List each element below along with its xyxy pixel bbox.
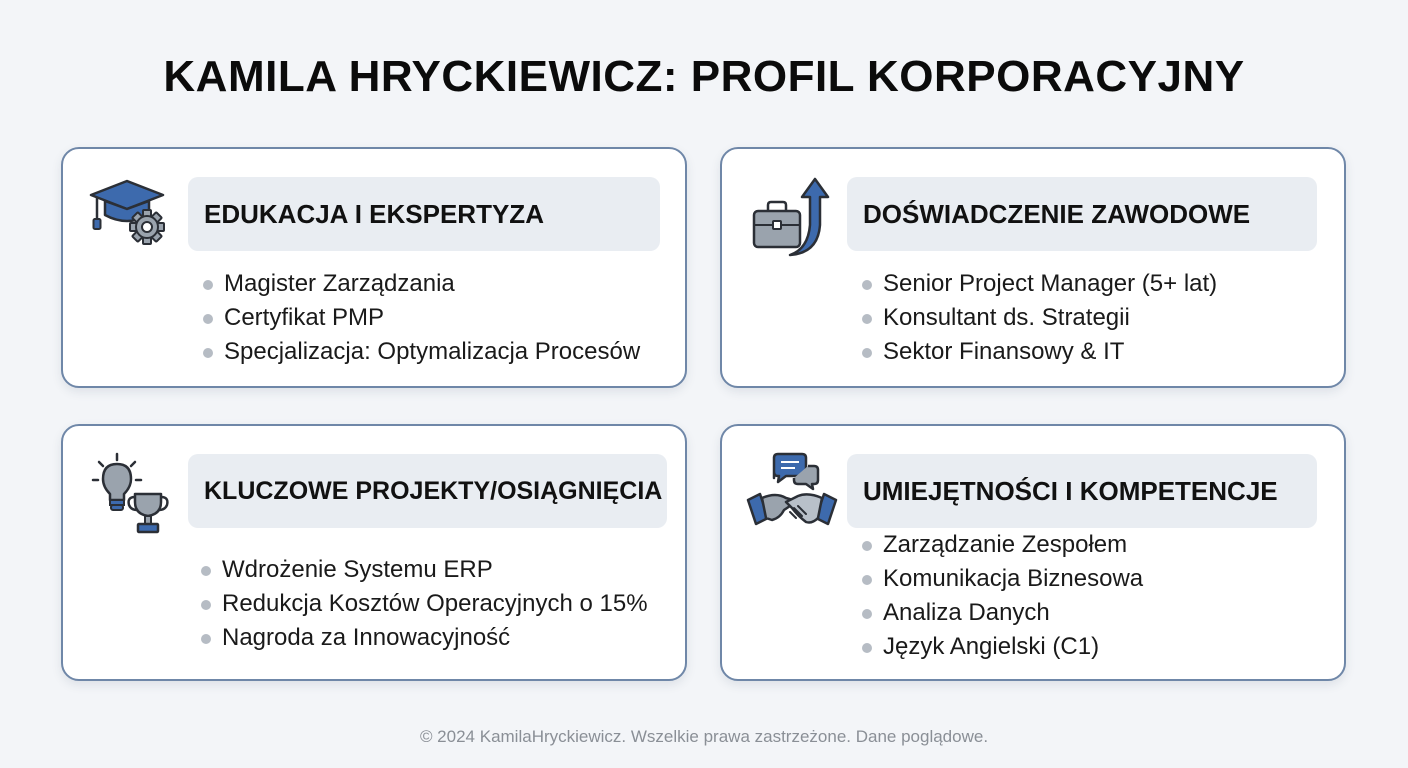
list-item: Senior Project Manager (5+ lat) (862, 267, 1217, 301)
bullet-list (201, 553, 648, 655)
list-item: Wdrożenie Systemu ERP (201, 553, 648, 587)
list-item: Nagroda za Innowacyjność (201, 621, 648, 655)
card-skills (720, 424, 1346, 681)
card-projects (61, 424, 687, 681)
list-item: Magister Zarządzania (203, 267, 640, 301)
bullet-list (862, 267, 1217, 369)
bullet-list (862, 528, 1143, 664)
list-item: Konsultant ds. Strategii (862, 301, 1217, 335)
bullet-list (203, 267, 640, 369)
card-heading: KLUCZOWE PROJEKTY/OSIĄGNIĘCIA (188, 454, 667, 528)
card-heading: EDUKACJA I EKSPERTYZA (188, 177, 660, 251)
list-item: Sektor Finansowy & IT (862, 335, 1217, 369)
list-item: Analiza Danych (862, 596, 1143, 630)
copyright-footer: © 2024 KamilaHryckiewicz. Wszelkie prawa zastrzeżone. Dane poglądowe. (419, 727, 989, 746)
card-heading: DOŚWIADCZENIE ZAWODOWE (847, 177, 1317, 251)
list-item: Redukcja Kosztów Operacyjnych o 15% (201, 587, 648, 621)
graduation-cap-gear-icon (87, 175, 179, 259)
list-item: Specjalizacja: Optymalizacja Procesów (203, 335, 640, 369)
lightbulb-trophy-icon (87, 452, 179, 536)
list-item: Certyfikat PMP (203, 301, 640, 335)
list-item: Komunikacja Biznesowa (862, 562, 1143, 596)
briefcase-growth-arrow-icon (746, 175, 838, 259)
page-title: KAMILA HRYCKIEWICZ: PROFIL KORPORACYJNY (163, 52, 1245, 101)
card-education (61, 147, 687, 388)
handshake-chat-icon (746, 452, 838, 536)
list-item: Zarządzanie Zespołem (862, 528, 1143, 562)
card-experience (720, 147, 1346, 388)
list-item: Język Angielski (C1) (862, 630, 1143, 664)
card-heading: UMIEJĘTNOŚCI I KOMPETENCJE (847, 454, 1317, 528)
